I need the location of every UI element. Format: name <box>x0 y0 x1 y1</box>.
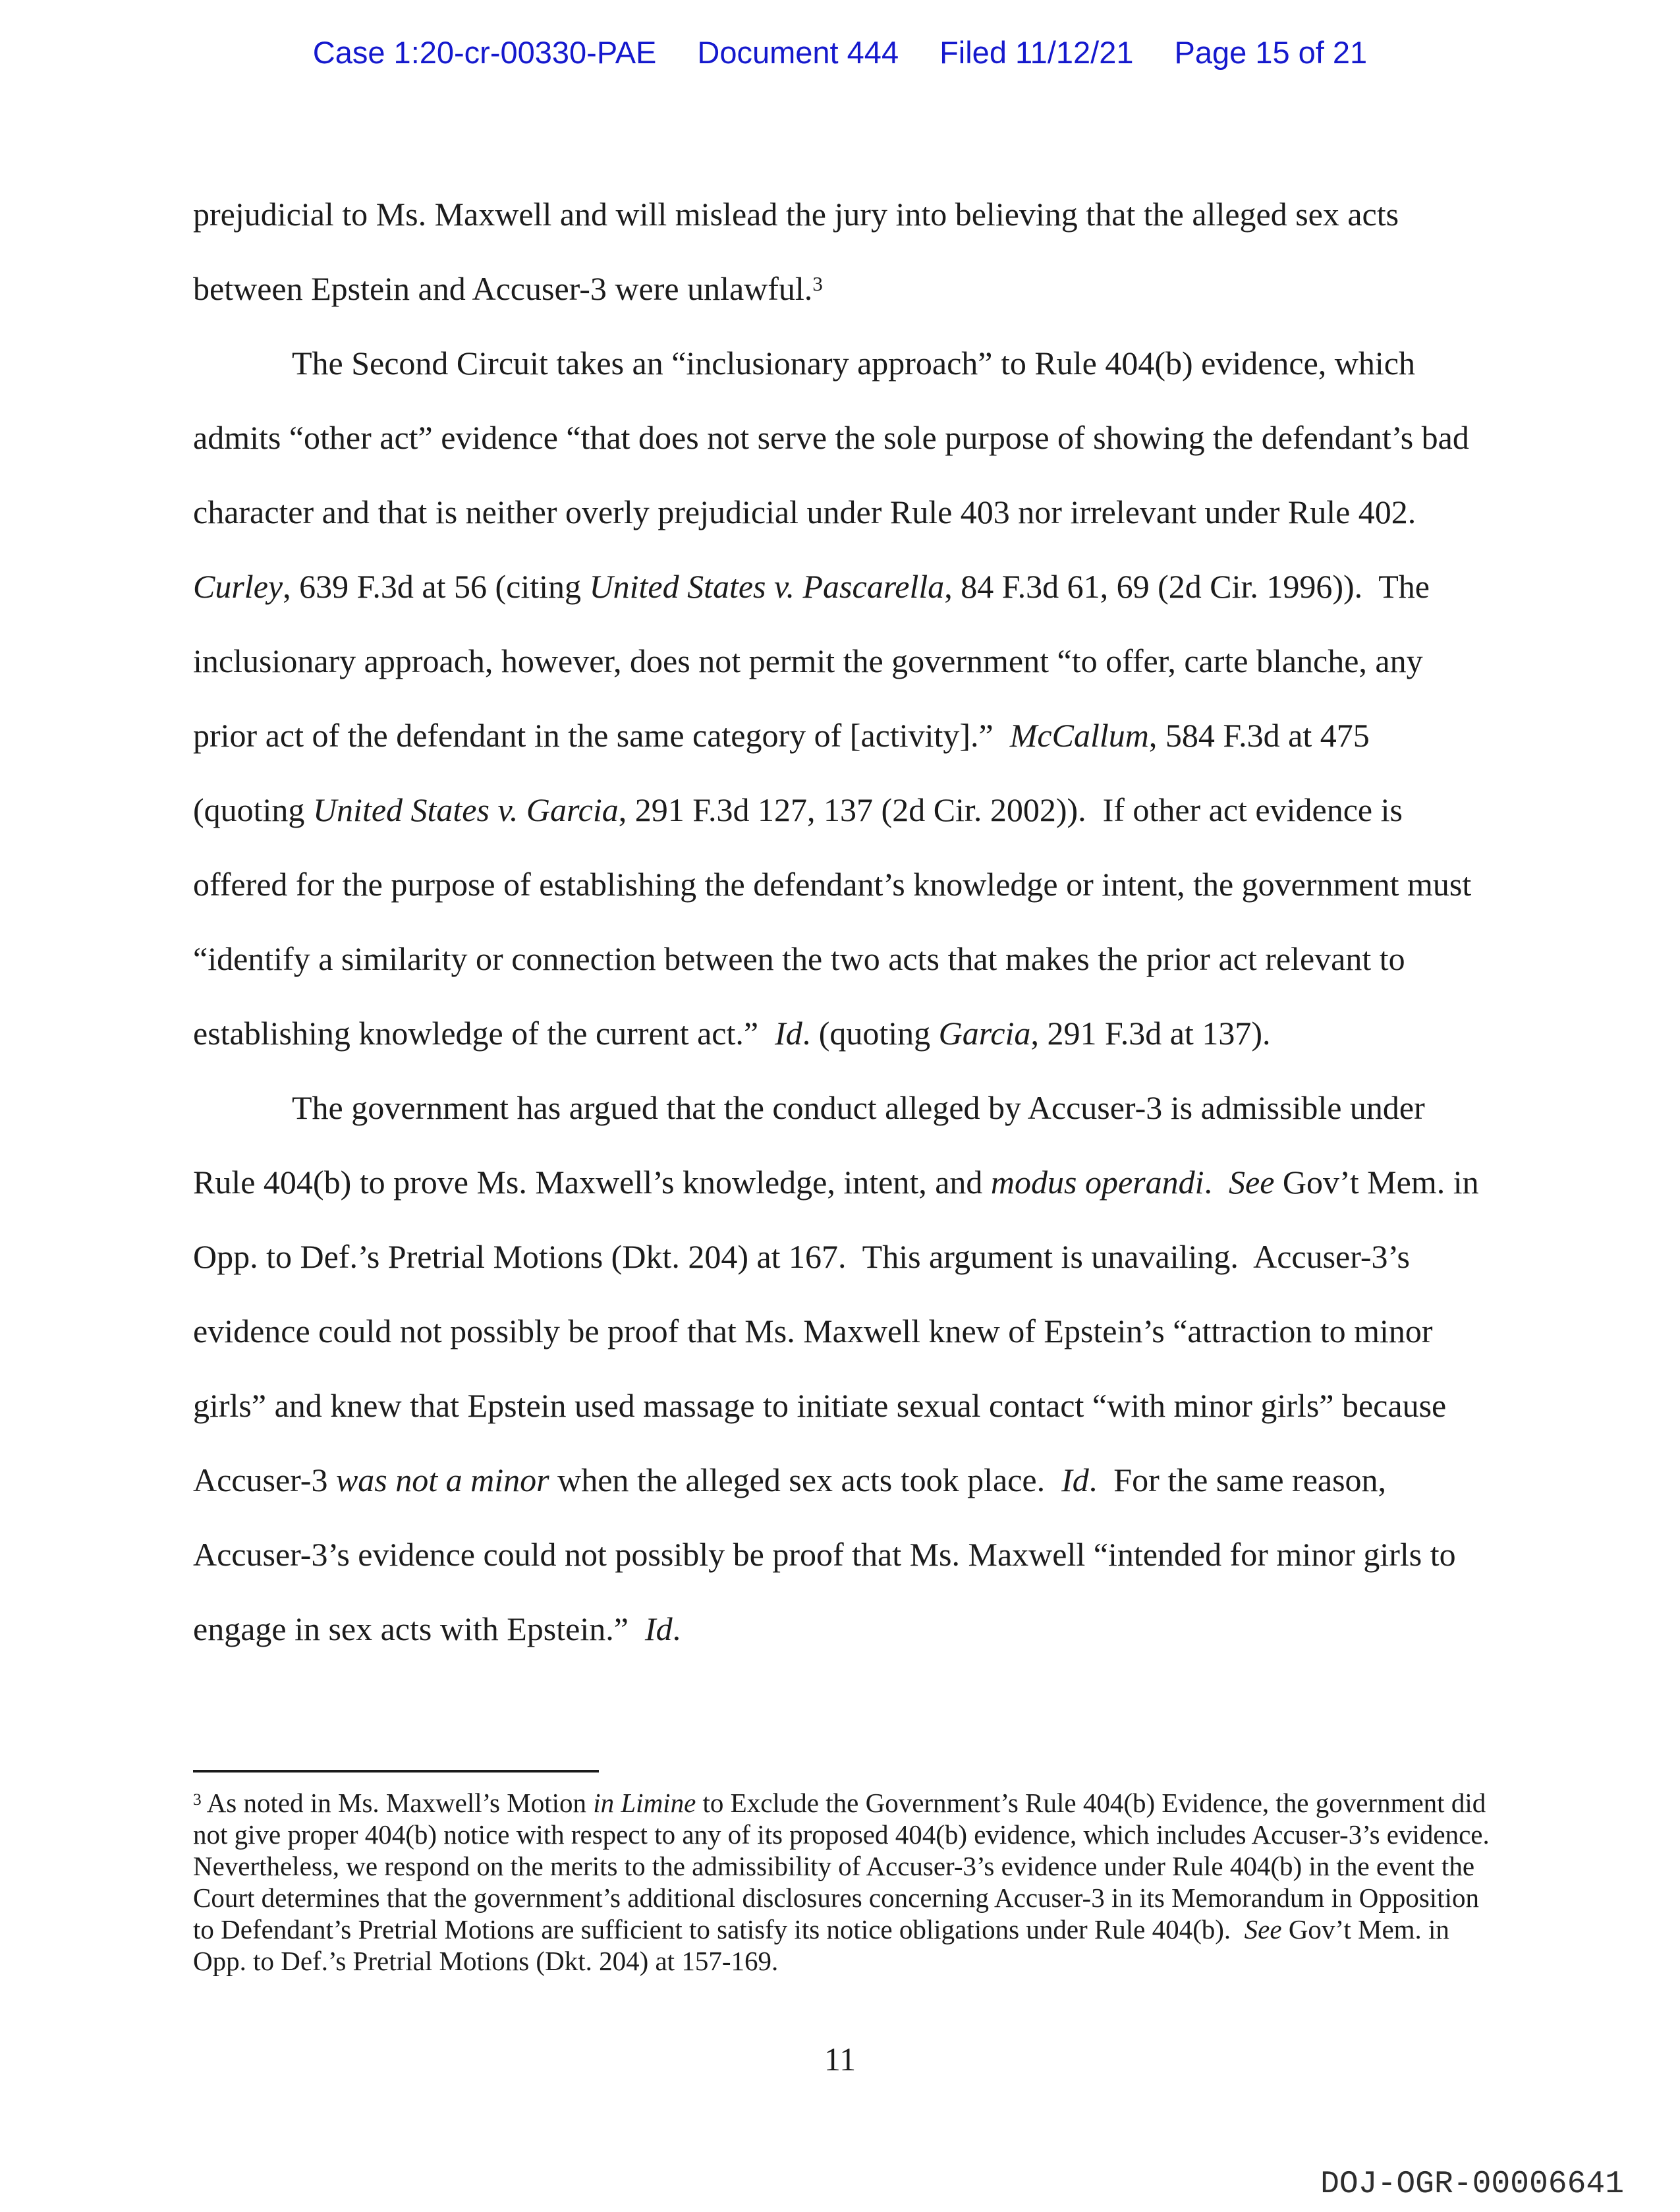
footnote-text <box>193 1787 1503 1977</box>
text-run: Id <box>644 1610 673 1647</box>
text-run: United States v. Garcia <box>312 791 619 828</box>
bates-stamp: DOJ-OGR-00006641 <box>1320 2167 1624 2202</box>
paragraph <box>193 326 1488 1071</box>
text-run: , 291 F.3d 127, 137 (2d Cir. 2002)). If other act evidence is offered for the purpose of establishing the defendant’s knowledge or intent, the government must “identify a similarity or connection between the two acts that makes the prior act relevant to establishing knowledge of the current act.” <box>193 791 1480 1052</box>
footnote-separator <box>193 1770 599 1772</box>
text-run: was not a minor <box>335 1461 549 1498</box>
text-run: Id <box>1061 1461 1089 1498</box>
text-run: Curley <box>193 568 283 605</box>
text-run: Gov’t Mem. in Opp. to Def.’s Pretrial Motions (Dkt. 204) at 167. This argument is unavailing. Accuser-3’s evidence could not possibly be proof that Ms. Maxwell knew of Epstein’s “attraction to minor girls” and knew that Epstein used massage to initiate sexual contact “with minor girls” because Accuser-3 <box>193 1164 1488 1498</box>
text-run: , 639 F.3d at 56 (citing <box>283 568 590 605</box>
text-run: , 291 F.3d at 137). <box>1030 1015 1271 1052</box>
text-run: Garcia <box>938 1015 1031 1052</box>
paragraph <box>193 1071 1488 1666</box>
text-run: See <box>1229 1164 1275 1201</box>
text-run: McCallum <box>1009 717 1149 754</box>
text-run: The government has argued that the conduct alleged by Accuser-3 is admissible under Rule 404(b) to prove Ms. Maxwell’s knowledge, intent, and <box>193 1089 1434 1201</box>
text-run: . <box>672 1610 681 1647</box>
text-run: . For the same reason, Accuser-3’s evidence could not possibly be proof that Ms. Maxwell “intended for minor girls to engage in sex acts with Epstein.” <box>193 1461 1465 1647</box>
text-run: United States v. Pascarella <box>589 568 945 605</box>
header-page-count: Page 15 of 21 <box>1174 35 1368 70</box>
ecf-header <box>0 34 1680 71</box>
text-run: in Limine <box>593 1788 696 1818</box>
text-run: when the alleged sex acts took place. <box>549 1461 1062 1498</box>
text-run: to Exclude the Government’s Rule 404(b) Evidence, the government did not give proper 404(b) notice with respect to any of its proposed 404(b) evidence, which includes Accuser-3’s evidence. Nevertheless, we respond on the merits to the admissibility of Accuser-3’s evidence under Rule 404(b) in the event the Court determines that the government’s additional disclosures concerning Accuser-3 in its Memorandum in Opposition to Defendant’s Pretrial Motions are sufficient to satisfy its notice obligations under Rule 404(b). <box>193 1788 1503 1944</box>
footnote-area <box>193 1770 1503 1977</box>
text-run: . <box>1204 1164 1229 1201</box>
paragraph <box>193 177 1488 326</box>
text-run: , 84 F.3d 61, 69 (2d Cir. 1996)). The inclusionary approach, however, does not permit the government “to offer, carte blanche, any prior act of the defendant in the same category of [activity].” <box>193 568 1438 754</box>
text-run: The Second Circuit takes an “inclusionary approach” to Rule 404(b) evidence, which admits “other act” evidence “that does not serve the sole purpose of showing the defendant’s bad character and that is neither overly prejudicial under Rule 403 nor irrelevant under Rule 402. <box>193 345 1478 530</box>
text-run: Gov’t Mem. in Opp. to Def.’s Pretrial Motions (Dkt. 204) at 157-169. <box>193 1914 1457 1976</box>
header-document-number: Document 444 <box>697 35 899 70</box>
header-case-number: Case 1:20-cr-00330-PAE <box>312 35 657 70</box>
text-run: Id <box>775 1015 802 1052</box>
text-run: prejudicial to Ms. Maxwell and will mislead the jury into believing that the alleged sex acts between Epstein and Accuser-3 were unlawful. <box>193 196 1407 307</box>
text-run: See <box>1244 1914 1282 1944</box>
text-run: As noted in Ms. Maxwell’s Motion <box>201 1788 594 1818</box>
header-filed-date: Filed 11/12/21 <box>939 35 1134 70</box>
text-run: , 584 F.3d at 475 (quoting <box>193 717 1378 828</box>
body-text <box>193 177 1488 1666</box>
text-run: . (quoting <box>802 1015 939 1052</box>
page-number: 11 <box>824 2041 856 2078</box>
text-run: modus operandi <box>990 1164 1204 1201</box>
footnote-reference: 3 <box>193 1790 202 1809</box>
footnote-reference: 3 <box>812 272 823 296</box>
